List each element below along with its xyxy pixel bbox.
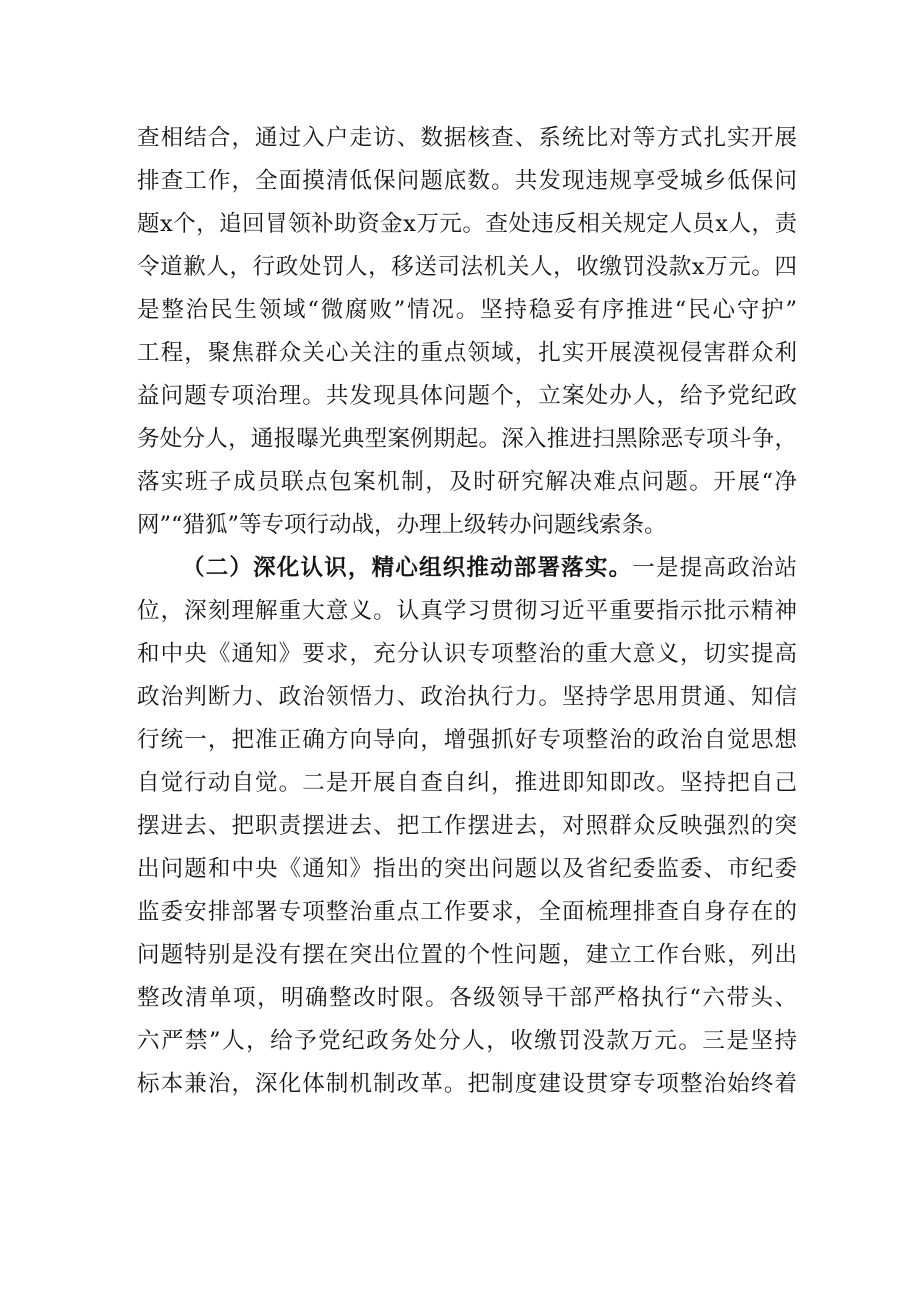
paragraph-line: 益问题专项治理。共发现具体问题个，立案处办人，给予党纪政 [137, 383, 797, 409]
section-heading: （二）深化认识，精心组织推动部署落实。 [182, 555, 633, 581]
paragraph-line: 工程，聚焦群众关心关注的重点领域，扎实开展漠视侵害群众利 [137, 340, 797, 366]
paragraph-line: 摆进去、把职责摆进去、把工作摆进去，对照群众反映强烈的突 [137, 813, 797, 839]
paragraph-line: 监委安排部署专项整治重点工作要求，全面梳理排查自身存在的 [137, 899, 797, 925]
paragraph-line: 查相结合，通过入户走访、数据核查、系统比对等方式扎实开展 [137, 125, 797, 151]
paragraph-line: 政治判断力、政治领悟力、政治执行力。坚持学思用贯通、知信 [137, 684, 797, 710]
section-heading-rest: 一是提高政治站 [632, 555, 797, 581]
paragraph-line: 位，深刻理解重大意义。认真学习贯彻习近平重要指示批示精神 [137, 598, 797, 624]
paragraph-line: 和中央《通知》要求，充分认识专项整治的重大意义，切实提高 [137, 641, 797, 667]
paragraph-line: 落实班子成员联点包案机制，及时研究解决难点问题。开展“净 [137, 469, 797, 495]
paragraph-line: 出问题和中央《通知》指出的突出问题以及省纪委监委、市纪委 [137, 856, 797, 882]
section-heading-line [182, 553, 797, 583]
paragraph-line: 排查工作，全面摸清低保问题底数。共发现违规享受城乡低保问 [137, 168, 797, 194]
paragraph-line: 是整治民生领域“微腐败”情况。坚持稳妥有序推进“民心守护” [137, 297, 797, 323]
paragraph-line: 自觉行动自觉。二是开展自查自纠，推进即知即改。坚持把自己 [137, 770, 797, 796]
paragraph-line: 标本兼治，深化体制机制改革。把制度建设贯穿专项整治始终着 [137, 1071, 797, 1097]
paragraph-line: 务处分人，通报曝光典型案例期起。深入推进扫黑除恶专项斗争， [137, 426, 797, 452]
paragraph-line: 题x个，追回冒领补助资金x万元。查处违反相关规定人员x人，责 [137, 211, 797, 237]
paragraph-line: 整改清单项，明确整改时限。各级领导干部严格执行“六带头、 [137, 985, 797, 1011]
paragraph-line: 行统一，把准正确方向导向，增强抓好专项整治的政治自觉思想 [137, 727, 797, 753]
paragraph-line: 问题特别是没有摆在突出位置的个性问题，建立工作台账，列出 [137, 942, 797, 968]
paragraph-line: 网”“猎狐”等专项行动战，办理上级转办问题线索条。 [137, 512, 667, 538]
paragraph-line: 令道歉人，行政处罚人，移送司法机关人，收缴罚没款x万元。四 [137, 254, 797, 280]
paragraph-line: 六严禁”人，给予党纪政务处分人，收缴罚没款万元。三是坚持 [137, 1028, 797, 1054]
